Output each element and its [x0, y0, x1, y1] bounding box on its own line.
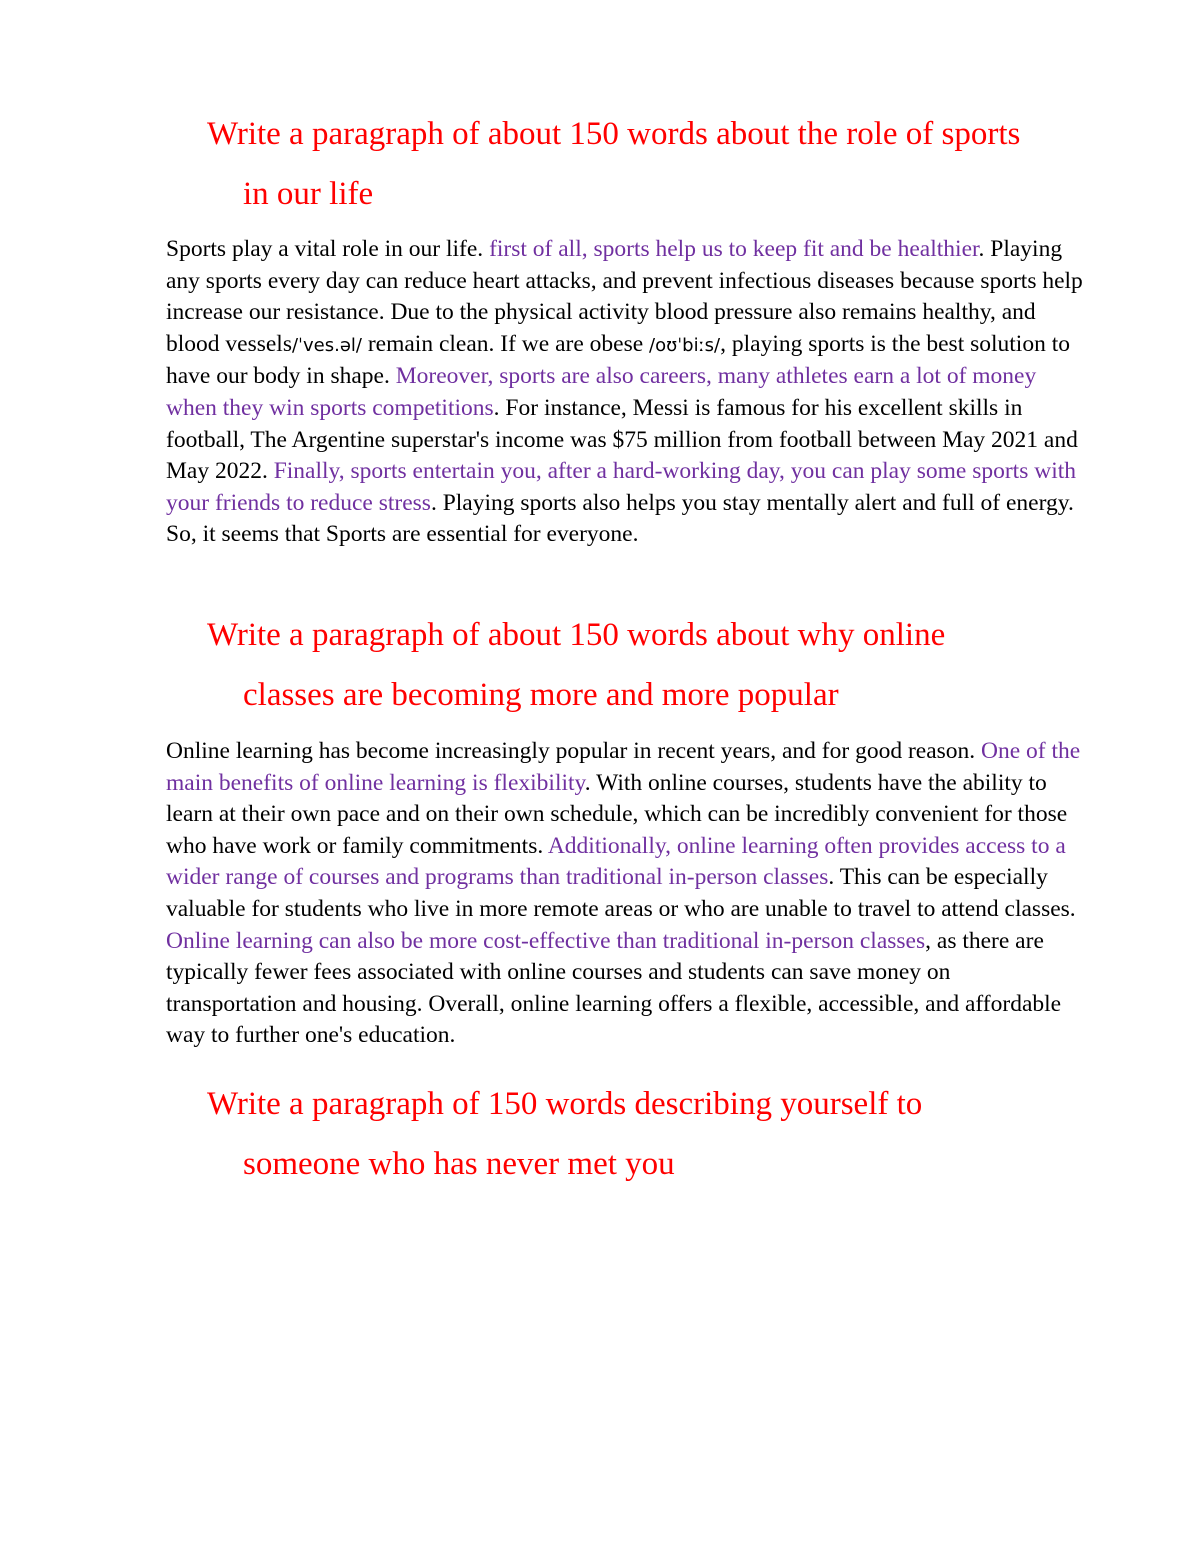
section1-heading	[207, 104, 1020, 224]
highlighted-sentence: Online learning can also be more cost-effective than traditional in-person classes	[166, 927, 926, 954]
text-run: remain clean. If we are obese	[361, 330, 650, 357]
text-run: , as there are typically fewer fees associated with online courses and students can save money on transportation and housing. Overall, online learning offers a flexible, accessible, and affordable way to further one's education.	[166, 927, 1062, 1049]
highlighted-sentence: first of all, sports help us to keep fit and be healthier	[489, 236, 979, 262]
section2-paragraph	[166, 736, 1086, 1052]
phonetic-transcription: /oʊˈbiːs/	[649, 334, 721, 356]
section3-heading	[207, 1074, 922, 1194]
highlighted-sentence: Finally, sports entertain you, after a hard-working day, you can play some sports with your friends to reduce stress	[166, 458, 1076, 516]
section2-heading-line1: Write a paragraph of about 150 words about why online	[207, 617, 946, 653]
section1-heading-line2: in our life	[243, 176, 374, 212]
text-run: Online learning has become increasingly popular in recent years, and for good reason.	[166, 738, 982, 764]
highlighted-sentence: One of the main benefits of online learning is flexibility	[166, 738, 1081, 796]
text-run: . With online courses, students have the ability to learn at their own pace and on their own schedule, which can be incredibly convenient for those who have work or family commitments.	[166, 769, 1068, 859]
phonetic-transcription: /ˈves.əl/	[291, 334, 362, 356]
text-run: . For instance, Messi is famous for his excellent skills in football, The Argentine superstar's income was $75 million from football between May 2021 and May 2022.	[166, 394, 1078, 485]
text-run: , playing sports is the best solution to have our body in shape.	[166, 330, 1070, 390]
section2-heading	[207, 605, 945, 725]
highlighted-sentence: Additionally, online learning often provides access to a wider range of courses and programs than traditional in-person classes	[166, 832, 1066, 891]
section1-paragraph	[166, 234, 1086, 551]
text-run: . This can be especially valuable for students who live in more remote areas or who are unable to travel to attend classes.	[166, 864, 1076, 922]
section2-heading-line2: classes are becoming more and more popular	[243, 677, 839, 713]
section3-heading-line1: Write a paragraph of 150 words describing yourself to	[207, 1086, 923, 1122]
text-run: . Playing sports also helps you stay mentally alert and full of energy. So, it seems that Sports are essential for everyone.	[166, 489, 1074, 548]
section1-heading-line1: Write a paragraph of about 150 words about the role of sports	[207, 116, 1021, 152]
section3-heading-line2: someone who has never met you	[243, 1146, 675, 1182]
text-run: Sports play a vital role in our life.	[166, 236, 490, 262]
highlighted-sentence: Moreover, sports are also careers, many athletes earn a lot of money when they win sports competitions	[166, 363, 1037, 421]
text-run: . Playing any sports every day can reduce heart attacks, and prevent infectious diseases because sports help increase our resistance. Due to the physical activity blood pressure also remains healthy, and blood vessels	[166, 236, 1083, 357]
